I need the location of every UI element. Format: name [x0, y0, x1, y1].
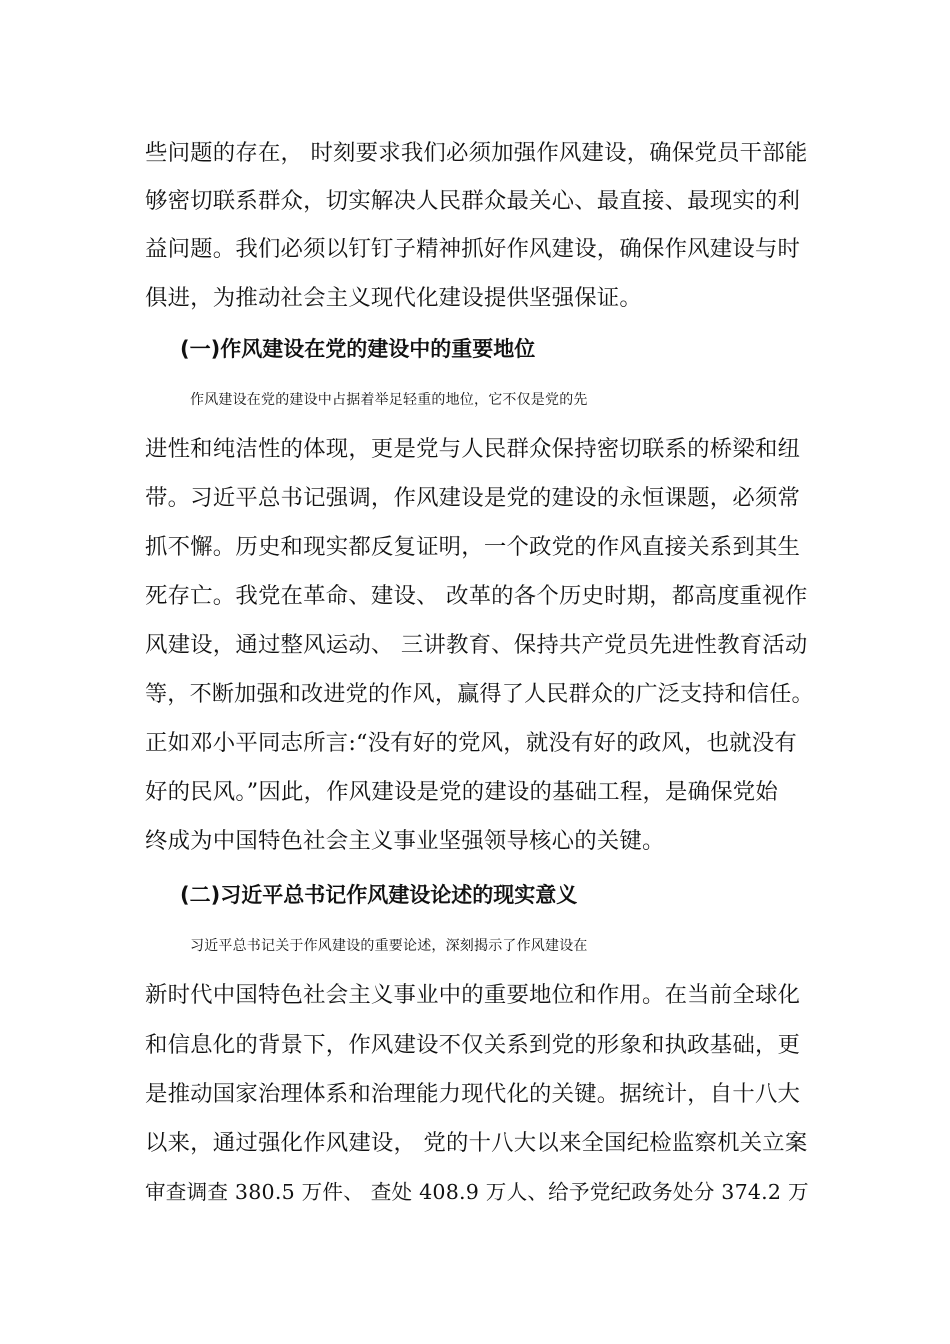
- paragraph-line: 以来，通过强化作风建设， 党的十八大以来全国纪检监察机关立案: [145, 1130, 808, 1156]
- section-heading-2: (二)习近平总书记作风建设论述的现实意义: [180, 883, 578, 907]
- paragraph-line: 新时代中国特色社会主义事业中的重要地位和作用。在当前全球化: [145, 982, 801, 1008]
- paragraph-line: 好的民风。”因此，作风建设是党的建设的基础工程，是确保党始: [145, 779, 778, 805]
- paragraph-line: 审查调查 380.5 万件、 查处 408.9 万人、给予党纪政务处分 374.2 万: [145, 1180, 809, 1204]
- paragraph-line: 死存亡。我党在革命、建设、 改革的各个历史时期，都高度重视作: [145, 583, 808, 609]
- paragraph-line: 作风建设在党的建设中占据着举足轻重的地位，它不仅是党的先: [190, 392, 588, 408]
- paragraph-line: 正如邓小平同志所言:“没有好的党风，就没有好的政风，也就没有: [145, 730, 797, 756]
- paragraph-line: 终成为中国特色社会主义事业坚强领导核心的关键。: [145, 828, 665, 854]
- paragraph-line: 习近平总书记关于作风建设的重要论述，深刻揭示了作风建设在: [190, 938, 588, 954]
- paragraph-line: 益问题。我们必须以钉钉子精神抓好作风建设，确保作风建设与时: [145, 236, 801, 262]
- paragraph-line: 些问题的存在， 时刻要求我们必须加强作风建设，确保党员干部能: [145, 140, 808, 166]
- paragraph-line: 进性和纯洁性的体现，更是党与人民群众保持密切联系的桥梁和纽: [145, 436, 801, 462]
- paragraph-line: 够密切联系群众，切实解决人民群众最关心、最直接、最现实的利: [145, 188, 801, 214]
- paragraph-line: 和信息化的背景下，作风建设不仅关系到党的形象和执政基础，更: [145, 1032, 801, 1058]
- paragraph-line: 风建设，通过整风运动、 三讲教育、保持共产党员先进性教育活动: [145, 632, 808, 658]
- section-heading-1: (一)作风建设在党的建设中的重要地位: [180, 337, 536, 361]
- paragraph-line: 俱进，为推动社会主义现代化建设提供坚强保证。: [145, 285, 642, 311]
- paragraph-line: 等，不断加强和改进党的作风，赢得了人民群众的广泛支持和信任。: [145, 681, 814, 707]
- paragraph-line: 带。习近平总书记强调，作风建设是党的建设的永恒课题，必须常: [145, 485, 801, 511]
- paragraph-line: 是推动国家治理体系和治理能力现代化的关键。据统计，自十八大: [145, 1081, 801, 1107]
- paragraph-line: 抓不懈。历史和现实都反复证明，一个政党的作风直接关系到其生: [145, 534, 801, 560]
